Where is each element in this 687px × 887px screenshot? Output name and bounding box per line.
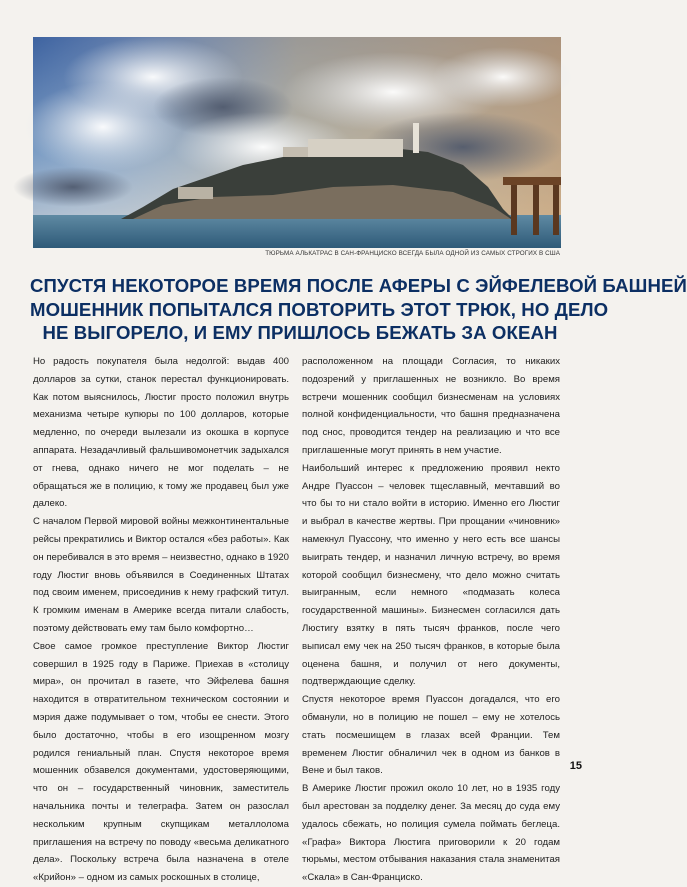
paragraph: С началом Первой мировой войны межконтинентальные рейсы прекратились и Виктор остался «без работы». Как он перебивался в это время – неизвестно, однако в 1920 году Люстиг вновь объявился в Соединенных Штатах под своим именем, присоединив к нему графский титул. К громким именам в Америке всегда питали слабость, поэтому действовать ему там было комфортно…	[33, 516, 289, 634]
alcatraz-illustration	[33, 37, 561, 248]
paragraph: Свое самое громкое преступление Виктор Люстиг совершил в 1925 году в Париже. Приехав в «столицу мира», он прочитал в газете, что Эйфелева башня находится в отвратительном техническом состоянии и мэрия даже подумывает о том, чтобы ее снести. Этого было достаточно, чтобы в его изощренном мозгу родился гениальный план. Спустя некоторое время мошенник обзавелся документами, удостоверяющими, что он – государственный чиновник, заместитель начальника почты и телеграфа. Затем он разослал нескольким крупным скупщикам металлолома приглашения на встречу по поводу «весьма деликатного дела». Поскольку встреча была назначена в отеле «Крийон» – одном из самых роскошных в столице,	[33, 640, 289, 884]
article-headline	[30, 274, 687, 345]
paragraph: расположенном на площади Согласия, то никаких подозрений у приглашенных не возникло. Во время встречи мошенник сообщил бизнесменам на условиях полной конфиденциальности, что башня предназначена под снос, проводится тендер на реализацию и что все приглашенные могут принять в нем участие.	[302, 356, 560, 456]
alcatraz-island-photo	[33, 37, 561, 248]
paragraph: Но радость покупателя была недолгой: выдав 400 долларов за сутки, станок перестал функционировать. Как потом выяснилось, Люстиг просто положил внутрь механизма четыре купюры по 100 долларов, которые медленно, по очереди вылезали из окошка в корпусе аппарата. Незадачливый фальшивомонетчик задыхался от гнева, однако ничего не мог поделать – не обращаться же в полицию, к тому же продавец был уже далеко.	[33, 356, 289, 510]
right-text-column	[302, 353, 560, 887]
page-number: 15	[569, 760, 582, 772]
paragraph: В Америке Люстиг прожил около 10 лет, но в 1935 году был арестован за подделку денег. За месяц до суда ему удалось сбежать, но полиция сумела поймать беглеца. «Графа» Виктора Люстига приговорили к 20 годам тюрьмы, местом отбывания наказания стала знаменитая «Скала» в Сан-Франциско.	[302, 783, 560, 884]
paragraph: Наибольший интерес к предложению проявил некто Андре Пуассон – человек тщеславный, мечтавший во что бы то ни стало войти в историю. Именно его Люстиг и выбрал в качестве жертвы. При прощании «чиновник» намекнул Пуассону, что именно у него есть все шансы выиграть тендер, и назначил личную встречу, во время которой сообщил бизнесмену, что дело можно считать выигранным, если немного «подмазать колеса государственной машины». Бизнесмен согласился дать Люстигу взятку в пять тысяч франков, после чего выписал ему чек на 250 тысяч франков, в которые была оценена башня, и получил от него документы, подтверждающие сделку.	[302, 462, 560, 688]
headline-line-3: НЕ ВЫГОРЕЛО, И ЕМУ ПРИШЛОСЬ БЕЖАТЬ ЗА ОКЕАН	[42, 322, 558, 343]
headline-line-1: СПУСТЯ НЕКОТОРОЕ ВРЕМЯ ПОСЛЕ АФЕРЫ С ЭЙФЕЛЕВОЙ БАШНЕЙ	[30, 275, 687, 296]
paragraph: Спустя некоторое время Пуассон догадался, что его обманули, но в полицию не пошел – ему не хотелось стать посмешищем в глазах всей Франции. Тем временем Люстиг обналичил чек в одном из банков в Вене и был таков.	[302, 694, 560, 777]
left-text-column	[33, 353, 289, 887]
photo-caption: ТЮРЬМА АЛЬКАТРАС В САН-ФРАНЦИСКО ВСЕГДА БЫЛА ОДНОЙ ИЗ САМЫХ СТРОГИХ В США	[265, 250, 560, 257]
headline-line-2: МОШЕННИК ПОПЫТАЛСЯ ПОВТОРИТЬ ЭТОТ ТРЮК, НО ДЕЛО	[30, 298, 609, 320]
